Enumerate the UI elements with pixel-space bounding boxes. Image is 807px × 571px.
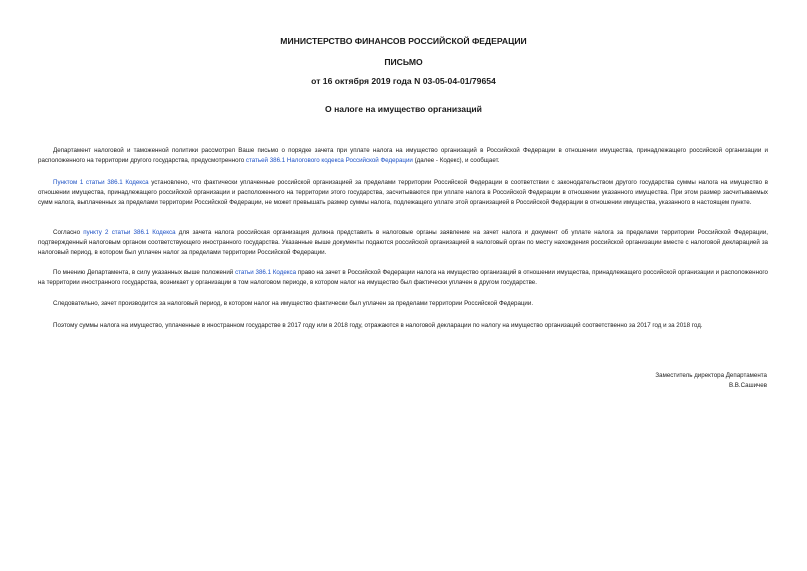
paragraph-text: право на зачет в Российской Федерации налога на имущество организаций в отношении имущества, принадлежащего российской организации и расположенного на территории иностранного государства, возникает у организации в том налоговом периоде, в котором налог на имущество был фактически уплачен в другом государстве. [38,269,768,286]
paragraph-text: Следовательно, зачет производится за налоговый период, в котором налог на имущество фактически был уплачен за пределами территории Российской Федерации. [53,300,534,307]
paragraph-2 [38,178,768,208]
paragraph-text: установлено, что фактически уплаченные российской организацией за пределами территории Российской Федерации в соответствии с законодательством другого государства суммы налога на имущество в отношении имущества, принадлежащего российской организации и расположенного на территории этого государства, засчитываются при уплате налога в Российской Федерации в отношении указанного имущества. При этом размер засчитываемых сумм налога, выплаченных за пределами территории Российской Федерации, не может превышать размер суммы налога, подлежащего уплате этой организацией в Российской Федерации в отношении имущества, указанного в настоящем пункте. [38,179,768,206]
paragraph-4 [38,268,768,288]
paragraph-text: Согласно [53,229,84,236]
clause-1-article-386-1-link[interactable]: Пунктом 1 статьи 386.1 Кодекса [53,179,149,186]
paragraph-6 [38,321,768,331]
paragraph-1 [38,146,768,166]
document-type: ПИСЬМО [384,57,423,67]
paragraph-text: По мнению Департамента, в силу указанных выше положений [53,269,236,276]
article-386-1-code-link[interactable]: статьи 386.1 Кодекса [235,269,297,276]
signature-name: В.В.Сашичев [728,382,767,389]
document-subject: О налоге на имущество организаций [325,104,482,114]
paragraph-text: Департамент налоговой и таможенной политики рассмотрел Ваше письмо о порядке зачета при уплате налога на имущество организаций в Российской Федерации в отношении имущества, принадлежащего российской организации и расположенного на территории другого государства, предусмотренного [38,147,768,164]
paragraph-3 [38,228,768,258]
signature-position: Заместитель директора Департамента [655,372,767,379]
paragraph-text: Поэтому суммы налога на имущество, уплаченные в иностранном государстве в 2017 году или в 2018 году, отражаются в налоговой декларации по налогу на имущество организаций соответственно за 2017 год и за 2018 год. [53,322,703,329]
paragraph-text: для зачета налога российская организация должна представить в налоговые органы заявление на зачет налога и документ об уплате налога за пределами территории Российской Федерации, подтвержденный налоговым органом соответствующего иностранного государства. Указанные выше документы подаются российской организацией в налоговый орган по месту нахождения российской организации вместе с налоговой декларацией за налоговый период, в котором был уплачен налог за пределами территории Российской Федерации. [38,229,768,256]
paragraph-5 [38,299,768,309]
article-386-1-link[interactable]: статьей 386.1 Налогового кодекса Российской Федерации [245,157,413,164]
paragraph-text: (далее - Кодекс), и сообщает. [412,157,500,164]
clause-2-article-386-1-link[interactable]: пункту 2 статьи 386.1 Кодекса [83,229,176,236]
ministry-title: МИНИСТЕРСТВО ФИНАНСОВ РОССИЙСКОЙ ФЕДЕРАЦИИ [280,36,527,46]
document-date-number: от 16 октября 2019 года N 03-05-04-01/79654 [311,76,496,86]
